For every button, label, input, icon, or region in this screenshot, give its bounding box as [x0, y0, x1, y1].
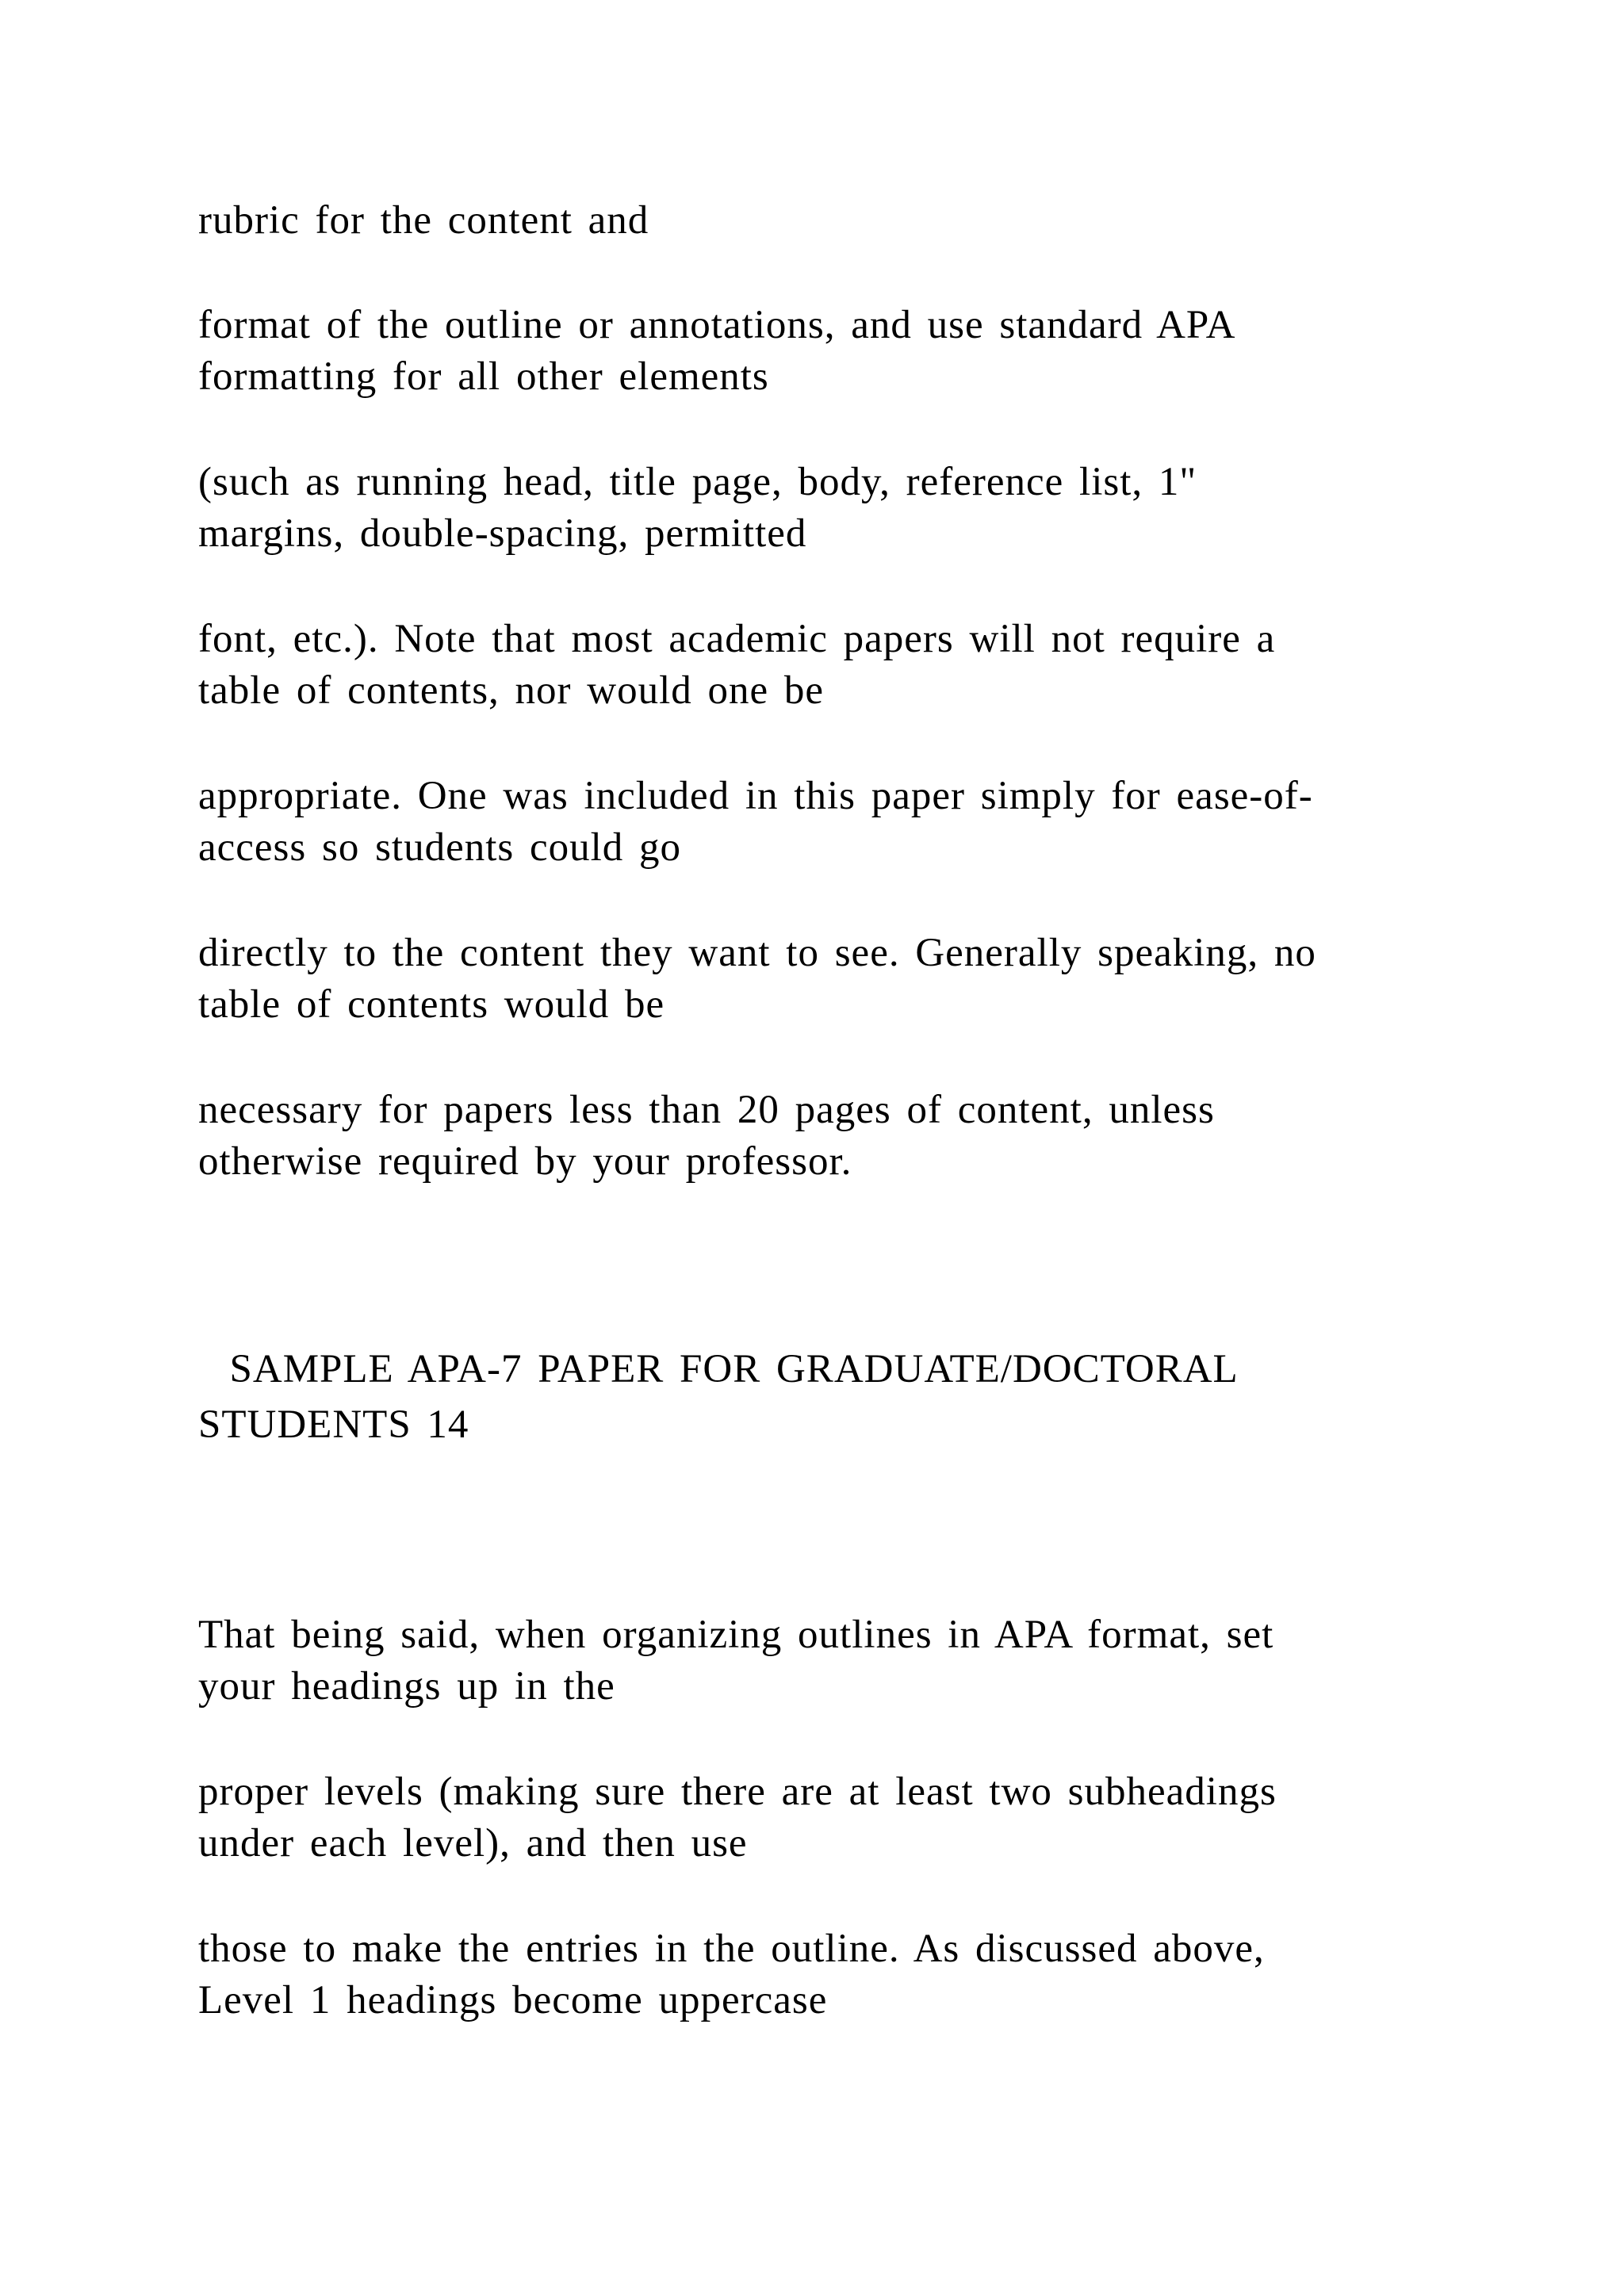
text-line: Level 1 headings become uppercase	[198, 1978, 828, 2022]
paragraph-7	[198, 1085, 1467, 1188]
text-line: format of the outline or annotations, and use standard APA	[198, 303, 1236, 347]
text-line: rubric for the content and	[198, 198, 649, 243]
paragraph-9	[198, 1766, 1467, 1869]
running-head-line-2: STUDENTS 14	[198, 1402, 469, 1447]
paragraph-3	[198, 457, 1467, 560]
paragraph-6	[198, 928, 1467, 1031]
text-line: That being said, when organizing outlines in APA format, set	[198, 1613, 1274, 1657]
text-line: table of contents, nor would one be	[198, 668, 825, 713]
text-line: necessary for papers less than 20 pages of content, unless	[198, 1088, 1215, 1132]
text-line: font, etc.). Note that most academic papers will not require a	[198, 617, 1276, 661]
text-line: margins, double-spacing, permitted	[198, 511, 807, 556]
text-line: your headings up in the	[198, 1664, 615, 1709]
text-line: formatting for all other elements	[198, 354, 769, 399]
text-line: table of contents would be	[198, 982, 665, 1027]
text-line: appropriate. One was included in this paper simply for ease-of-	[198, 774, 1313, 818]
paragraph-10	[198, 1923, 1467, 2026]
running-head-line-1: SAMPLE APA-7 PAPER FOR GRADUATE/DOCTORAL	[198, 1347, 1239, 1391]
text-line: those to make the entries in the outline. As discussed above,	[198, 1927, 1265, 1971]
text-line: (such as running head, title page, body, reference list, 1"	[198, 460, 1197, 504]
text-line: proper levels (making sure there are at least two subheadings	[198, 1770, 1277, 1814]
paragraph-8	[198, 1609, 1467, 1712]
paragraph-1	[198, 195, 1467, 247]
text-line: access so students could go	[198, 825, 682, 870]
text-line: otherwise required by your professor.	[198, 1139, 852, 1184]
text-line: directly to the content they want to see. Generally speaking, no	[198, 931, 1316, 975]
text-line: under each level), and then use	[198, 1821, 748, 1866]
paragraph-5	[198, 771, 1467, 874]
paragraph-4	[198, 614, 1467, 717]
paragraph-2	[198, 300, 1467, 403]
